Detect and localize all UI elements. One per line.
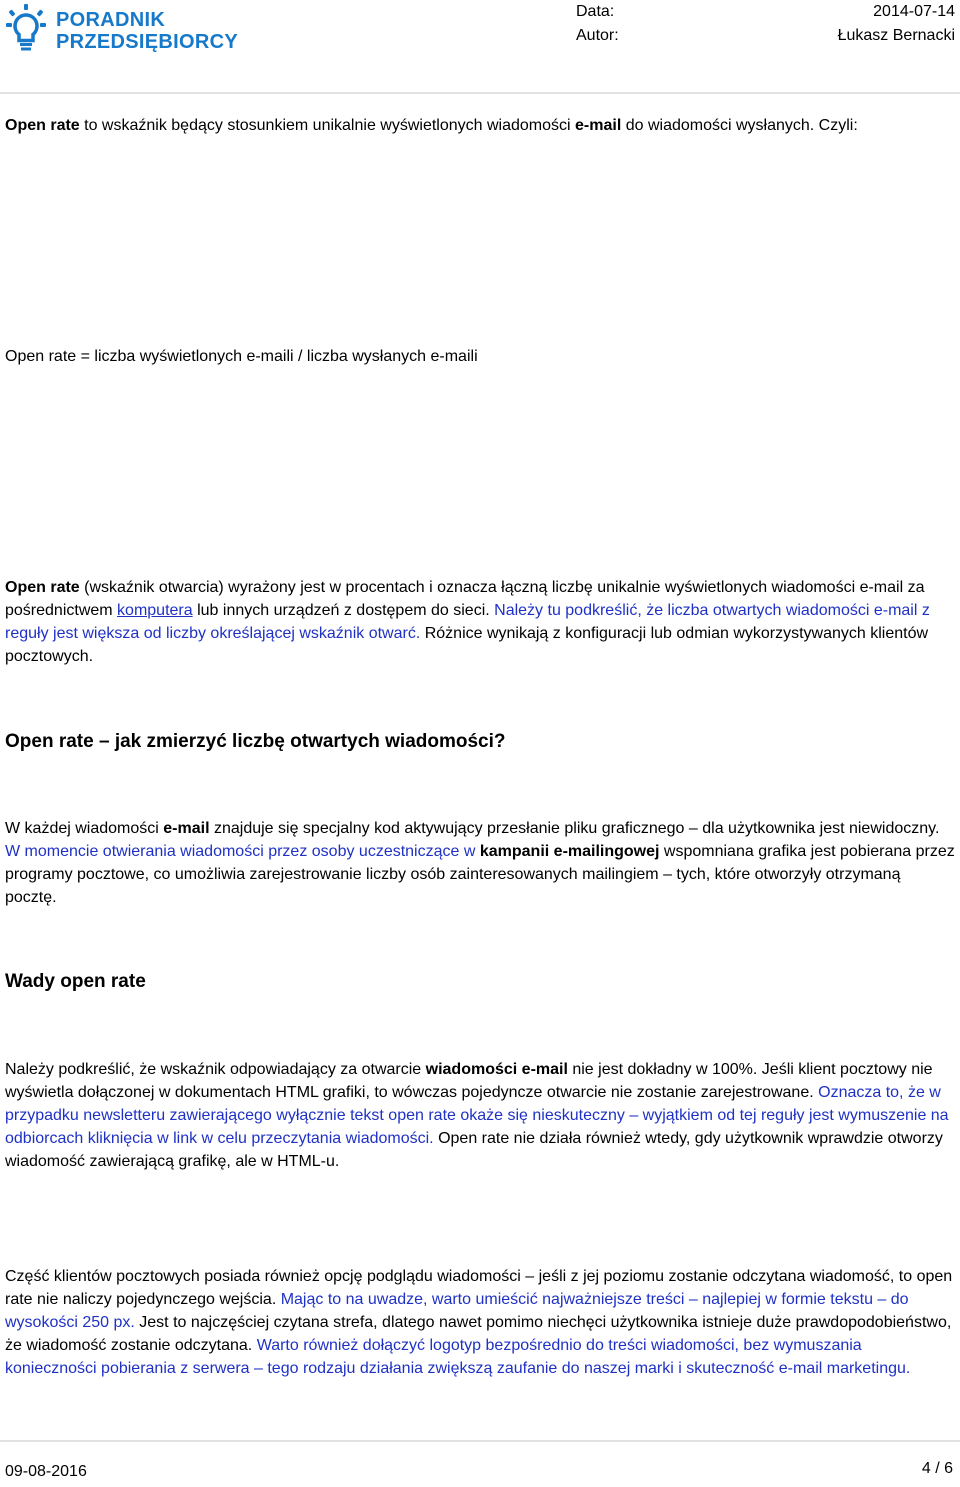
text-span: Jeśli klient pocztowy nie wyświetla dołączonej w dokumentach HTML grafiki, to wówczas pojedyncze otwarcie nie zostanie zarejestrowane. [5, 1061, 933, 1101]
text-span: do wiadomości wysłanych. Czyli: [621, 117, 858, 134]
bold-term: Open rate [5, 117, 80, 134]
bold-term: wiadomości e-mail [425, 1061, 568, 1078]
bold-term: e-mail [163, 820, 210, 837]
text-span: Część klientów pocztowych posiada również opcję podglądu wiadomości – jeśli z jej poziomu zostanie odczytana wiadomość, to open rate nie naliczy pojedynczego wejścia. [5, 1268, 953, 1308]
bold-term: kampanii e-mailingowej [479, 843, 660, 860]
text-span: (wskaźnik otwarcia) wyrażony jest w procentach i oznacza łączną liczbę unikalnie wyświetlonych wiadomości e-mail za pośrednictwem [5, 579, 925, 619]
text-span: Jest to najczęściej czytana strefa, dlatego nawet pomimo niechęci użytkownika istnieje duże prawdopodobieństwo, że wiadomość zostanie odczytana. [5, 1314, 952, 1354]
text-span: lub innych urządzeń z dostępem do sieci. [192, 602, 495, 619]
text-span: Open rate nie działa również wtedy, gdy użytkownik wprawdzie otworzy wiadomość zawierającą grafikę, ale w HTML-u. [5, 1130, 943, 1170]
highlight-text: W momencie otwierania wiadomości przez osoby uczestniczące w [5, 843, 480, 860]
text-span: znajduje się specjalny kod aktywujący przesłanie pliku graficznego – dla użytkownika jest niewidoczny. [209, 820, 940, 837]
section-heading-drawbacks: Wady open rate [5, 971, 146, 992]
author-value: Łukasz Bernacki [837, 27, 955, 44]
footer-divider [0, 1440, 960, 1442]
date-value: 2014-07-14 [873, 3, 955, 20]
text-span: W każdej wiadomości [5, 820, 164, 837]
page-number: 4 / 6 [921, 1460, 953, 1477]
measure-paragraph [5, 817, 955, 909]
drawbacks-paragraph [5, 1058, 955, 1173]
bold-term: e-mail [575, 117, 622, 134]
author-label: Autor: [576, 27, 619, 44]
text-span: Należy podkreślić, że wskaźnik odpowiadający za otwarcie [5, 1061, 426, 1078]
computer-link[interactable]: komputera [117, 602, 193, 619]
definition-paragraph [5, 576, 955, 668]
header-divider [0, 92, 960, 94]
text-span: nie jest dokładny w 100%. [567, 1061, 762, 1078]
preview-paragraph [5, 1265, 955, 1380]
highlight-text: Mając to na uwadze, warto umieścić najważniejsze treści – najlepiej w formie tekstu – do wysokości 250 px. [5, 1291, 909, 1331]
date-label: Data: [576, 3, 615, 20]
highlight-text: Należy tu podkreślić, że liczba otwartych wiadomości e-mail z reguły jest większa od liczby określającej wskaźnik otwarć. [5, 602, 930, 642]
brand-name-line1: PORADNIK [56, 9, 166, 31]
highlight-text: Warto również dołączyć logotyp bezpośrednio do treści wiadomości, bez wymuszania konieczności pobierania z serwera – tego rodzaju działania zwiększą zaufanie do naszej marki i skuteczność e-mail marketingu. [5, 1337, 911, 1377]
brand-name-line2: PRZEDSIĘBIORCY [56, 31, 239, 53]
footer-date: 09-08-2016 [5, 1463, 87, 1480]
intro-paragraph [5, 114, 955, 137]
highlight-text: Oznacza to, że w przypadku newsletteru zawierającego wyłącznie tekst open rate okaże się nieskuteczny – wyjątkiem od tej reguły jest wymuszenie na odbiorcach kliknięcia w link w celu przeczytania wiadomości. [5, 1084, 949, 1147]
brand-logo [6, 3, 239, 53]
text-span: Różnice wynikają z konfiguracji lub odmian wykorzystywanych klientów pocztowych. [5, 625, 929, 665]
formula-text: Open rate = liczba wyświetlonych e-maili / liczba wysłanych e-maili [5, 348, 478, 365]
text-span: wspomniana grafika jest pobierana przez programy pocztowe, co umożliwia zarejestrowanie liczby osób zainteresowanych mailingiem – tych, które otworzyły otrzymaną pocztę. [5, 843, 955, 906]
text-span: to wskaźnik będący stosunkiem unikalnie wyświetlonych wiadomości [79, 117, 576, 134]
bold-term: Open rate [5, 579, 80, 596]
lightbulb-icon [6, 3, 46, 53]
section-heading-measure: Open rate – jak zmierzyć liczbę otwartych wiadomości? [5, 731, 506, 752]
